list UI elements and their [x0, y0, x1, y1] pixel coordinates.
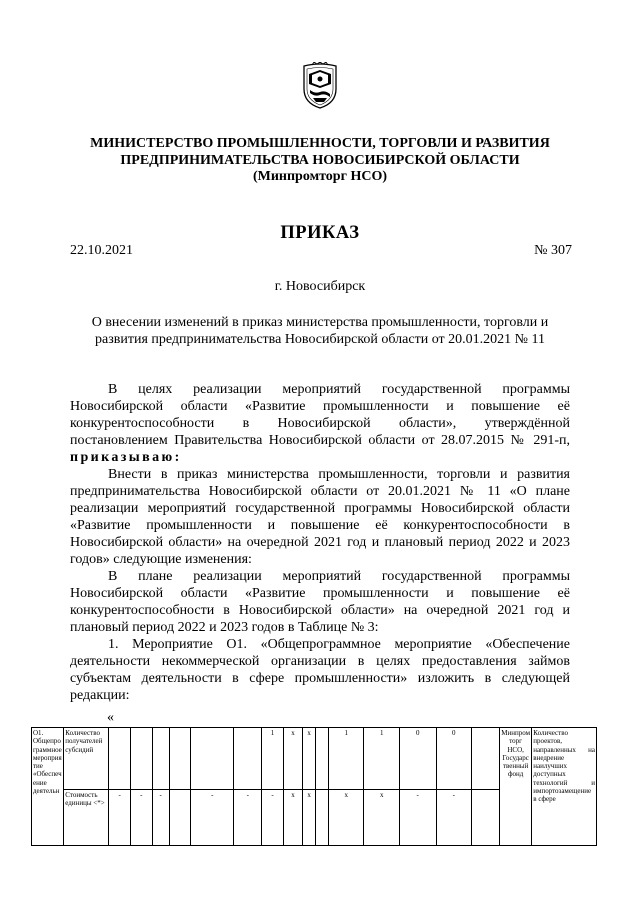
ministry-header	[60, 136, 580, 186]
empty-cell	[316, 790, 329, 846]
value-cell: 1	[364, 728, 400, 790]
value-cell: -	[191, 790, 234, 846]
opening-quote: «	[107, 710, 114, 725]
item-1-paragraph: 1. Мероприятие О1. «Общепрограммное мероприятие «Обеспечение деятельности некоммерческой организации в целях предоставления займов субъектам деятельности в сфере промышленности» изложить в следующей редакции:	[70, 637, 570, 703]
amendment-paragraph: Внести в приказ министерства промышленности, торговли и развития предпринимательства Новосибирской области от 20.01.2021 № 11 «О плане реализации мероприятий государственной программы Новосибирской области «Развитие промышленности и повышение её конкурентоспособности в Новосибирской области» на очередной 2021 год и плановый период 2022 и 2023 годов» следующие изменения:	[70, 467, 570, 567]
order-number: № 307	[534, 243, 572, 258]
indicator-name-cell: Стоимость единицы <*>	[64, 790, 109, 846]
value-cell: x	[303, 728, 316, 790]
value-cell: 1	[328, 728, 364, 790]
value-cell: -	[399, 790, 436, 846]
empty-cell	[130, 728, 152, 790]
plan-paragraph: В плане реализации мероприятий государственной программы Новосибирской области «Развитие промышленности и повышение её конкурентоспособности в Новосибирской области» на очередной 2021 год и плановый период 2022 и 2023 годов в Таблице № 3:	[70, 569, 570, 635]
value-cell: x	[303, 790, 316, 846]
empty-cell	[472, 790, 500, 846]
preamble-text: В целях реализации мероприятий государственной программы Новосибирской области «Развитие промышленности и повышение её конкурентоспособности в Новосибирской области», утверждённой постановлением Правительства Новосибирской области от 28.07.2015 № 291-п,	[70, 382, 570, 448]
value-cell: x	[328, 790, 364, 846]
value-cell: -	[152, 790, 169, 846]
value-cell: x	[283, 790, 302, 846]
value-cell: x	[283, 728, 302, 790]
order-directive: приказываю:	[70, 450, 182, 465]
order-body	[70, 381, 570, 704]
value-cell: -	[234, 790, 262, 846]
order-city: г. Новосибирск	[274, 279, 366, 294]
value-cell: 0	[436, 728, 472, 790]
order-title: ПРИКАЗ	[280, 223, 360, 243]
empty-cell	[234, 728, 262, 790]
empty-cell	[472, 728, 500, 790]
plan-table	[31, 727, 597, 846]
preamble-paragraph	[70, 381, 570, 466]
order-date: 22.10.2021	[70, 243, 133, 258]
value-cell: 0	[399, 728, 436, 790]
value-cell: -	[130, 790, 152, 846]
empty-cell	[152, 728, 169, 790]
value-cell: -	[262, 790, 284, 846]
value-cell: x	[364, 790, 400, 846]
empty-cell	[316, 728, 329, 790]
ministry-short-name: (Минпромторг НСО)	[252, 169, 388, 184]
value-cell: -	[109, 790, 131, 846]
measure-name-cell: О1. Общепрограммное мероприятие «Обеспечение деятельн	[32, 728, 64, 846]
executor-cell: Минпромторг НСО, Государственный фонд	[499, 728, 531, 846]
empty-cell	[169, 790, 191, 846]
coat-of-arms-emblem	[301, 62, 339, 110]
empty-cell	[109, 728, 131, 790]
expected-result-cell: Количество проектов, направленных на внедрение наилучших доступных технологий и импортозамещение в сфере	[532, 728, 597, 846]
indicator-name-cell: Количество получателей субсидий	[64, 728, 109, 790]
ministry-name-line1: МИНИСТЕРСТВО ПРОМЫШЛЕННОСТИ, ТОРГОВЛИ И РАЗВИТИЯ	[90, 136, 550, 151]
ministry-name-line2: ПРЕДПРИНИМАТЕЛЬСТВА НОВОСИБИРСКОЙ ОБЛАСТИ	[120, 152, 520, 168]
value-cell: 1	[262, 728, 284, 790]
empty-cell	[169, 728, 191, 790]
order-subject: О внесении изменений в приказ министерства промышленности, торговли и развития предпринимательства Новосибирской области от 20.01.2021 № 11	[91, 315, 549, 347]
value-cell: -	[436, 790, 472, 846]
empty-cell	[191, 728, 234, 790]
